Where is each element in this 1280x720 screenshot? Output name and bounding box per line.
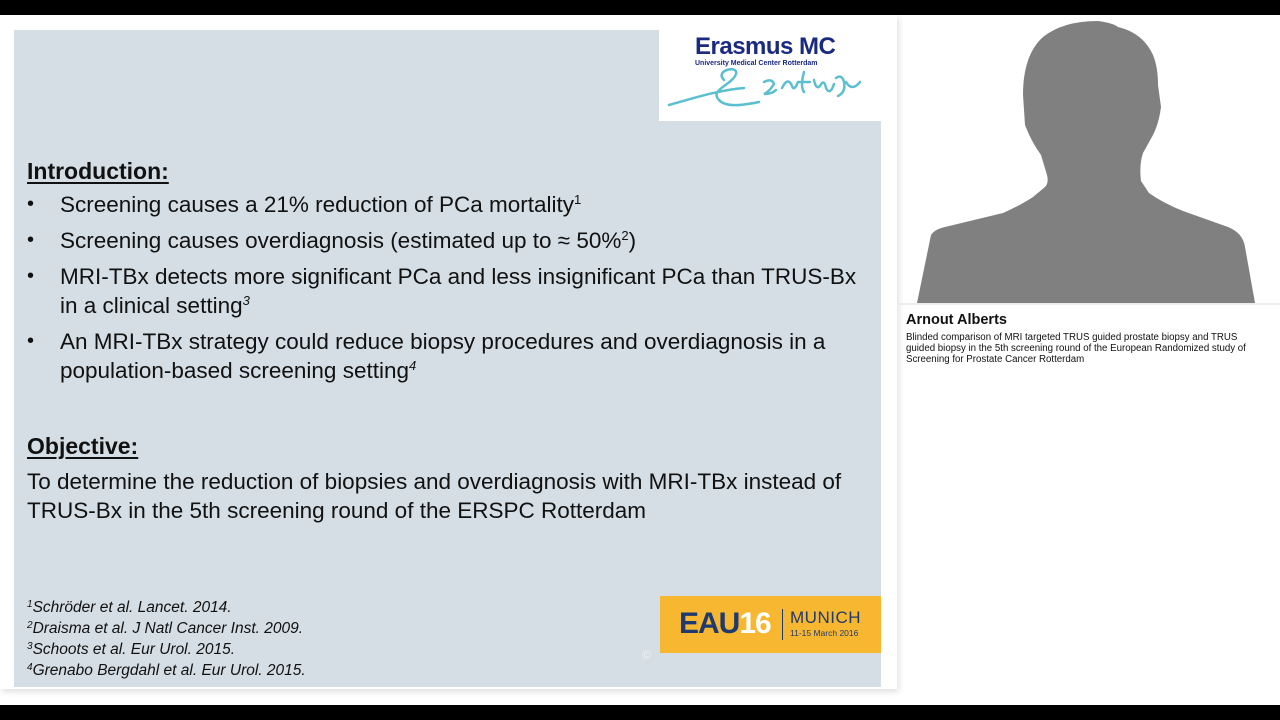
introduction-bullet-list (27, 190, 877, 392)
bullet-suffix: ) (628, 228, 637, 253)
bullet-icon: • (27, 265, 35, 287)
speaker-name: Arnout Alberts (906, 312, 1007, 328)
bullet-icon: • (27, 330, 35, 352)
reference-number: 2 (27, 620, 33, 631)
bullet-icon: • (27, 193, 35, 215)
bullet-item (27, 190, 877, 219)
reference-item (27, 660, 306, 681)
reference-text: Schoots et al. Eur Urol. 2015. (32, 641, 236, 658)
banner-divider (782, 609, 783, 640)
citation-superscript: 2 (621, 228, 629, 243)
reference-text: Grenabo Bergdahl et al. Eur Urol. 2015. (32, 662, 306, 679)
eau-logo-text (679, 607, 771, 641)
eau16-munich-banner (660, 596, 881, 653)
bullet-item (27, 327, 877, 385)
reference-item (27, 639, 306, 660)
reference-number: 3 (27, 641, 33, 652)
copyright-icon: © (642, 648, 651, 662)
presentation-slide (14, 30, 881, 687)
eau-org: EAU (679, 607, 740, 640)
reference-number: 4 (27, 662, 33, 673)
reference-item (27, 597, 306, 618)
introduction-heading: Introduction: (27, 158, 169, 184)
reference-text: Schröder et al. Lancet. 2014. (32, 599, 232, 616)
speaker-photo (903, 15, 1280, 303)
bullet-text: An MRI-TBx strategy could reduce biopsy procedures and overdiagnosis in a population-based screening setting (60, 329, 826, 383)
eau-year: 16 (739, 607, 771, 640)
reference-text: Draisma et al. J Natl Cancer Inst. 2009. (32, 620, 304, 637)
citation-superscript: 4 (409, 358, 417, 373)
reference-number: 1 (27, 599, 33, 610)
logo-subtitle: University Medical Center Rotterdam (695, 60, 818, 67)
objective-heading: Objective: (27, 433, 139, 459)
bullet-text: MRI-TBx detects more significant PCa and less insignificant PCa than TRUS-Bx in a clinical setting (60, 264, 857, 318)
erasmus-signature-icon (664, 60, 879, 115)
bullet-item (27, 262, 877, 320)
bullet-text: Screening causes a 21% reduction of PCa mortality (60, 192, 575, 217)
objective-text: To determine the reduction of biopsies and overdiagnosis with MRI-TBx instead of TRUS-Bx in the 5th screening round of the ERSPC Rotterdam (27, 469, 842, 523)
person-silhouette-icon (903, 15, 1280, 303)
banner-dates: 11-15 March 2016 (790, 628, 859, 638)
slide-frame (0, 15, 897, 689)
references-list (27, 597, 306, 681)
erasmus-mc-logo (659, 30, 881, 121)
reference-item (27, 618, 306, 639)
citation-superscript: 1 (574, 192, 582, 207)
talk-title: Blinded comparison of MRI targeted TRUS guided prostate biopsy and TRUS guided biopsy in the 5th screening round of the European Randomized study of Screening for Prostate Cancer Rotterdam (906, 332, 1246, 365)
banner-city: MUNICH (790, 608, 861, 627)
video-player-viewport (0, 15, 1280, 705)
bullet-text: Screening causes overdiagnosis (estimated up to ≈ 50% (60, 228, 622, 253)
logo-title: Erasmus MC (695, 33, 836, 60)
bullet-item (27, 226, 877, 255)
bullet-icon: • (27, 229, 35, 251)
speaker-divider (897, 303, 1280, 305)
citation-superscript: 3 (242, 293, 250, 308)
